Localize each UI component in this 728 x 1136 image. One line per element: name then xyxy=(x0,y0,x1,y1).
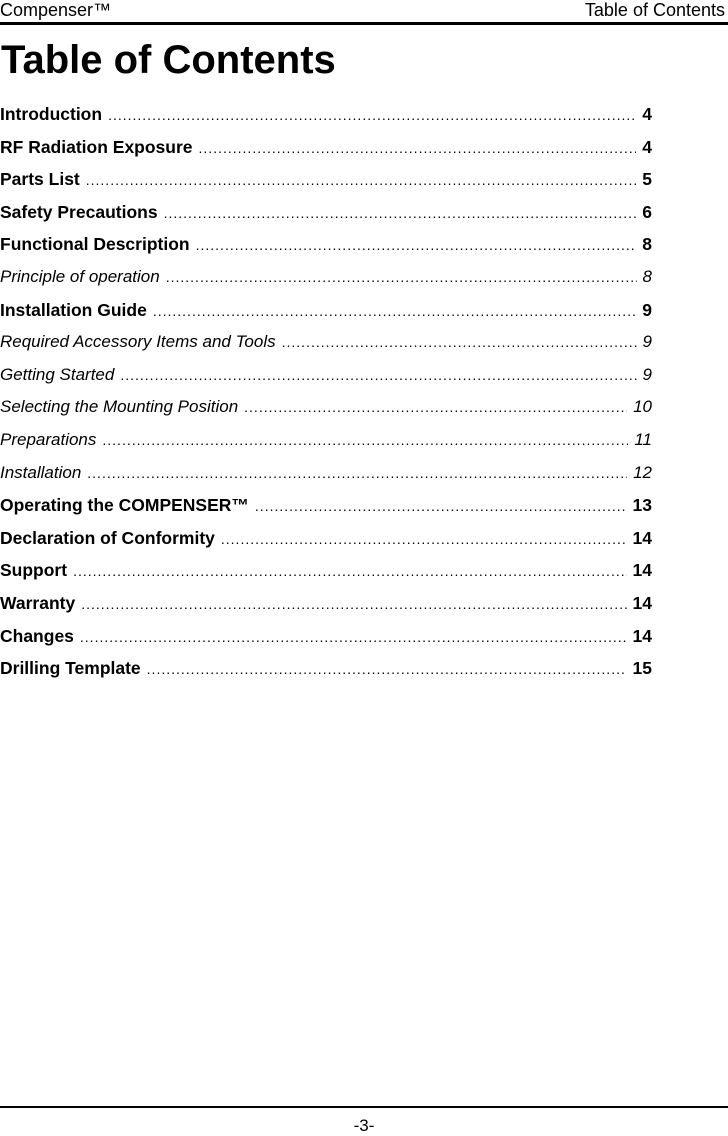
toc-entry[interactable] xyxy=(0,430,652,463)
dot-leader xyxy=(108,107,636,123)
toc-entry-page-number: 14 xyxy=(632,592,652,613)
toc-entry-label: Getting Started xyxy=(0,364,115,384)
toc-entry-page-number: 11 xyxy=(634,429,652,449)
toc-entry-page-number: 13 xyxy=(632,495,652,516)
dot-leader xyxy=(81,596,626,612)
toc-entry-page-number: 4 xyxy=(642,104,652,124)
toc-entry[interactable] xyxy=(0,104,652,137)
toc-entry-label: Principle of operation xyxy=(0,266,160,286)
toc-entry-label: Installation xyxy=(0,462,82,482)
dot-leader xyxy=(120,367,636,383)
toc-entry-label: Installation Guide xyxy=(0,299,147,320)
footer-page-number: -3- xyxy=(353,1116,375,1135)
dot-leader xyxy=(102,432,628,448)
toc-entry-label: Preparations xyxy=(0,429,97,449)
toc-entry-page-number: 12 xyxy=(633,462,652,482)
page-title: Table of Contents xyxy=(1,38,336,82)
toc-entry-page-number: 6 xyxy=(642,201,652,222)
dot-leader xyxy=(199,140,637,156)
dot-leader xyxy=(73,563,626,579)
toc-entry-label: RF Radiation Exposure xyxy=(0,136,193,157)
toc-entry-label: Declaration of Conformity xyxy=(0,527,215,548)
toc-entry[interactable] xyxy=(0,365,652,398)
toc-entry-page-number: 8 xyxy=(642,234,652,255)
dot-leader xyxy=(196,237,637,253)
dot-leader xyxy=(86,172,637,188)
page-footer xyxy=(0,1106,728,1135)
toc-entry-page-number: 10 xyxy=(633,397,652,417)
table-of-contents xyxy=(0,104,652,691)
toc-entry[interactable] xyxy=(0,202,652,235)
toc-entry-label: Drilling Template xyxy=(0,658,141,679)
toc-entry[interactable] xyxy=(0,463,652,496)
dot-leader xyxy=(166,269,637,285)
toc-entry[interactable] xyxy=(0,658,652,691)
dot-leader xyxy=(80,629,627,645)
dot-leader xyxy=(147,661,627,677)
dot-leader xyxy=(153,303,636,319)
dot-leader xyxy=(282,334,637,350)
toc-entry-label: Operating the COMPENSER™ xyxy=(0,495,249,516)
header-product-name: Compenser™ xyxy=(0,0,112,20)
toc-entry-label: Required Accessory Items and Tools xyxy=(0,332,276,352)
dot-leader xyxy=(244,399,627,415)
toc-entry-page-number: 4 xyxy=(642,136,652,157)
toc-entry-label: Selecting the Mounting Position xyxy=(0,397,239,417)
toc-entry[interactable] xyxy=(0,626,652,659)
toc-entry-page-number: 15 xyxy=(632,658,652,679)
toc-entry[interactable] xyxy=(0,169,652,202)
toc-entry[interactable] xyxy=(0,560,652,593)
toc-entry[interactable] xyxy=(0,234,652,267)
toc-entry[interactable] xyxy=(0,528,652,561)
toc-entry[interactable] xyxy=(0,593,652,626)
toc-entry-label: Introduction xyxy=(0,104,103,124)
toc-entry-label: Changes xyxy=(0,625,74,646)
toc-entry-page-number: 9 xyxy=(642,299,652,320)
toc-entry-label: Safety Precautions xyxy=(0,201,158,222)
toc-entry-label: Parts List xyxy=(0,169,80,190)
toc-entry[interactable] xyxy=(0,332,652,365)
toc-entry-page-number: 5 xyxy=(642,169,652,190)
header-section-title: Table of Contents xyxy=(584,0,725,20)
toc-entry-page-number: 14 xyxy=(632,625,652,646)
toc-entry[interactable] xyxy=(0,137,652,170)
dot-leader xyxy=(164,205,637,221)
toc-entry[interactable] xyxy=(0,300,652,333)
toc-entry[interactable] xyxy=(0,267,652,300)
toc-entry-page-number: 14 xyxy=(632,560,652,581)
dot-leader xyxy=(221,531,627,547)
toc-entry-label: Support xyxy=(0,560,68,581)
toc-entry[interactable] xyxy=(0,495,652,528)
toc-entry-label: Functional Description xyxy=(0,234,190,255)
toc-entry-page-number: 8 xyxy=(642,266,652,286)
toc-entry-page-number: 9 xyxy=(642,364,652,384)
toc-entry[interactable] xyxy=(0,397,652,430)
toc-entry-page-number: 9 xyxy=(642,332,652,352)
page-header xyxy=(0,0,728,25)
toc-entry-page-number: 14 xyxy=(632,527,652,548)
toc-entry-label: Warranty xyxy=(0,592,76,613)
dot-leader xyxy=(255,498,627,514)
dot-leader xyxy=(87,465,627,481)
